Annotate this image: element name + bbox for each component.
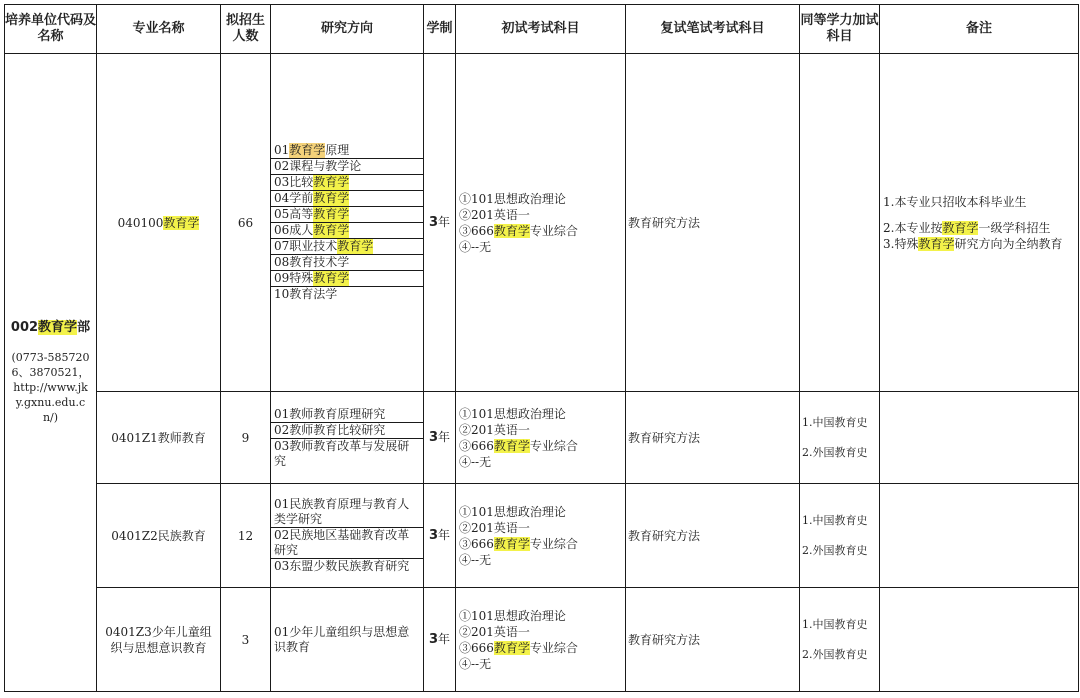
exam-line: ④--无 (459, 454, 492, 469)
exam-line: ①101思想政治理论 (459, 406, 566, 421)
direction-item: 01教师教育原理研究 (271, 407, 423, 423)
direction-item: 02课程与教学论 (271, 159, 423, 175)
exam-line: ④--无 (459, 239, 492, 254)
equiv-cell (800, 54, 880, 392)
exam-line: ①101思想政治理论 (459, 191, 566, 206)
prelim-cell (456, 54, 626, 392)
direction-cell (271, 484, 424, 588)
direction-cell (271, 54, 424, 392)
notes-cell (880, 588, 1079, 692)
header-row (5, 5, 1079, 54)
exam-line: ④--无 (459, 656, 492, 671)
retest-cell: 教育研究方法 (626, 588, 800, 692)
major-quota: 12 (221, 484, 271, 588)
direction-item: 06成人 教育学 (271, 223, 423, 239)
major-quota: 9 (221, 392, 271, 484)
retest-cell: 教育研究方法 (626, 484, 800, 588)
header-prelim: 初试考试科目 (456, 5, 626, 54)
direction-cell (271, 588, 424, 692)
direction-item: 04学前 教育学 (271, 191, 423, 207)
header-major: 专业名称 (97, 5, 221, 54)
notes-cell (880, 392, 1079, 484)
header-years: 学制 (424, 5, 456, 54)
direction-item: 01少年儿童组织与思想意识教育 (274, 624, 410, 654)
direction-item: 01民族教育原理与教育人类学研究 (271, 497, 423, 528)
header-quota: 拟招生人数 (221, 5, 271, 54)
header-equiv: 同等学力加试科目 (800, 5, 880, 54)
table-row (5, 588, 1079, 692)
equiv-cell (800, 392, 880, 484)
note-line: 3.特殊教育学研究方向为全纳教育 (883, 236, 1063, 251)
exam-line: ②201英语一 (459, 207, 530, 222)
direction-item: 10教育法学 (274, 287, 338, 301)
direction-item: 03东盟少数民族教育研究 (274, 559, 410, 573)
direction-item: 02民族地区基础教育改革研究 (271, 528, 423, 559)
direction-item: 08教育技术学 (271, 255, 423, 271)
exam-line: ②201英语一 (459, 624, 530, 639)
header-retest: 复试笔试考试科目 (626, 5, 800, 54)
unit-cell (5, 54, 97, 692)
equiv-line: 2.外国教育史 (802, 543, 868, 557)
major-name: 040100教育学 (97, 54, 221, 392)
equiv-line: 1.中国教育史 (802, 617, 868, 631)
retest-cell: 教育研究方法 (626, 54, 800, 392)
equiv-line: 2.外国教育史 (802, 647, 868, 661)
years-cell: 3年 (424, 54, 456, 392)
exam-line: ④--无 (459, 552, 492, 567)
direction-cell (271, 392, 424, 484)
exam-line: ①101思想政治理论 (459, 504, 566, 519)
years-cell: 3年 (424, 392, 456, 484)
notes-cell (880, 54, 1079, 392)
note-line: 1.本专业只招收本科毕业生 (883, 194, 1027, 209)
exam-line: ③666教育学专业综合 (459, 536, 578, 551)
unit-contact: (0773-5857206、3870521，http://www.jky.gxnu.edu.cn/) (11, 351, 90, 424)
exam-line: ②201英语一 (459, 422, 530, 437)
unit-name: 002教育学部 (10, 320, 91, 335)
table-row (5, 392, 1079, 484)
note-line: 2.本专业按教育学一级学科招生 (883, 220, 1051, 235)
exam-line: ①101思想政治理论 (459, 608, 566, 623)
direction-item: 03教师教育改革与发展研究 (274, 438, 410, 468)
major-quota: 66 (221, 54, 271, 392)
prelim-cell (456, 484, 626, 588)
direction-item: 05高等 教育学 (271, 207, 423, 223)
exam-line: ③666教育学专业综合 (459, 640, 578, 655)
notes-cell (880, 484, 1079, 588)
equiv-cell (800, 588, 880, 692)
header-direction: 研究方向 (271, 5, 424, 54)
direction-item: 09特殊 教育学 (271, 271, 423, 287)
prelim-cell (456, 588, 626, 692)
exam-line: ③666教育学专业综合 (459, 438, 578, 453)
major-name: 0401Z1教师教育 (97, 392, 221, 484)
exam-line: ②201英语一 (459, 520, 530, 535)
equiv-line: 1.中国教育史 (802, 513, 868, 527)
header-unit: 培养单位代码及名称 (5, 5, 97, 54)
direction-item: 07职业技术 教育学 (271, 239, 423, 255)
table-row (5, 54, 1079, 392)
years-cell: 3年 (424, 484, 456, 588)
equiv-line: 2.外国教育史 (802, 445, 868, 459)
direction-item: 01 教育学 原理 (271, 143, 423, 159)
direction-item: 03比较 教育学 (271, 175, 423, 191)
table-row (5, 484, 1079, 588)
direction-item: 02教师教育比较研究 (271, 423, 423, 439)
equiv-cell (800, 484, 880, 588)
header-notes: 备注 (880, 5, 1079, 54)
years-cell: 3年 (424, 588, 456, 692)
major-name: 0401Z3少年儿童组织与思想意识教育 (97, 588, 221, 692)
retest-cell: 教育研究方法 (626, 392, 800, 484)
major-name: 0401Z2民族教育 (97, 484, 221, 588)
major-quota: 3 (221, 588, 271, 692)
admissions-table (4, 4, 1079, 692)
equiv-line: 1.中国教育史 (802, 415, 868, 429)
prelim-cell (456, 392, 626, 484)
exam-line: ③666教育学专业综合 (459, 223, 578, 238)
